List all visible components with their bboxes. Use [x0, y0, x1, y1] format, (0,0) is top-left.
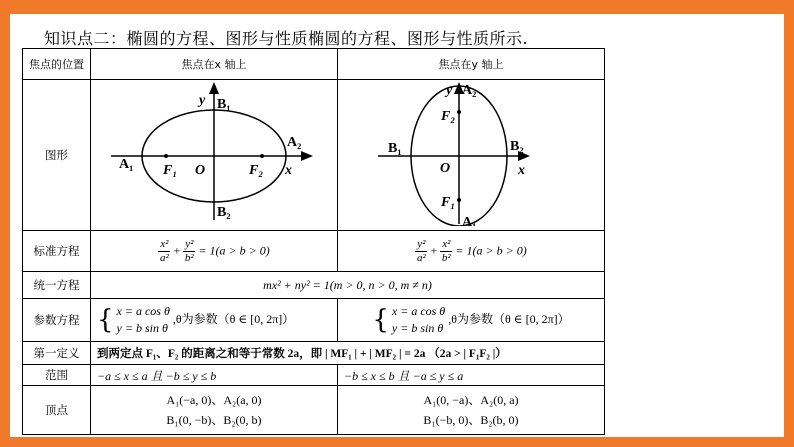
- figure-row: [23, 80, 605, 231]
- vertex-x: [91, 386, 338, 435]
- page-title: 知识点二：椭圆的方程、图形与性质椭圆的方程、图形与性质所示.: [44, 29, 529, 48]
- fig1-F1: F₁: [163, 163, 178, 178]
- header-label: 焦点的位置: [23, 49, 91, 80]
- parametric-y-system: [392, 303, 445, 337]
- parametric-x: { x = a cos θ y = b sin θ ,θ为参数（θ ∈ [0, 2π]）: [91, 299, 338, 342]
- parametric-y: { x = a cos θ y = b sin θ ,θ为参数（θ ∈ [0, 2π]）: [338, 299, 605, 342]
- definition-row: [23, 342, 605, 365]
- param-suffix1: ,θ为参数（θ ∈ [0, 2π]）: [172, 311, 295, 326]
- ellipse-horizontal-diagram: [91, 80, 337, 226]
- vertex-label: 顶点: [23, 386, 91, 435]
- parametric-x-system: [117, 303, 170, 337]
- fig1-A2: A₂: [287, 135, 302, 150]
- unified-eq: mx² + ny² = 1(m > 0, n > 0, m ≠ n): [91, 272, 605, 299]
- ellipse-vertical-diagram: [338, 80, 604, 226]
- range-row: [23, 365, 605, 386]
- fig1-O: O: [195, 163, 206, 178]
- header-col-y: 焦点在y 轴上: [338, 49, 605, 80]
- standard-label: 标准方程: [23, 231, 91, 272]
- fig1-F2: F₂: [249, 163, 264, 178]
- parametric-row: [23, 299, 605, 342]
- fig2-A2: A₂: [462, 83, 477, 98]
- fig2-F2: F₂: [441, 109, 456, 124]
- unified-row: [23, 272, 605, 299]
- standard-eq-y: $\frac{\text{y²}}{\text{a²}}$ + $\frac{\text{x²}}{\text{b²}}$ = 1(a > b > 0): [338, 231, 605, 272]
- figure-x-axis-ellipse: [91, 80, 338, 231]
- fig1-x: x: [285, 163, 292, 178]
- vertex-x-b: B₁(0, −b)、B₂(0, b): [166, 413, 262, 427]
- standard-row: [23, 231, 605, 272]
- unified-label: 统一方程: [23, 272, 91, 299]
- standard-eq-x-tail: = 1(a > b > 0): [198, 242, 270, 257]
- frac-y2-a2: $\frac{\text{y²}}{\text{a²}}$: [416, 237, 426, 264]
- vertex-y: [338, 386, 605, 435]
- vertex-row: [23, 386, 605, 435]
- fig2-F1: F₁: [441, 195, 456, 210]
- vertex-y-a: A₁(0, −a)、A₂(0, a): [423, 393, 519, 407]
- standard-eq-x: $\frac{\text{x²}}{\text{a²}}$ + $\frac{\text{y²}}{\text{b²}}$ = 1(a > b > 0): [91, 231, 338, 272]
- fig2-O: O: [440, 161, 451, 176]
- fig1-B1: B₂: [217, 205, 231, 220]
- vertex-y-b: B₁(−b, 0)、B₂(b, 0): [423, 413, 519, 427]
- figure-y-axis-ellipse: [338, 80, 605, 231]
- range-label: 范围: [23, 365, 91, 386]
- param-line3: x = a cos θ: [391, 304, 446, 318]
- param-line1: x = a cos θ: [116, 304, 170, 318]
- range-x: −a ≤ x ≤ a 且 −b ≤ y ≤ b: [91, 365, 338, 386]
- vertex-x-a: A₁(−a, 0)、A₂(a, 0): [166, 393, 262, 407]
- fig1-y: y: [199, 93, 206, 108]
- fig2-y: y: [446, 83, 453, 98]
- fig1-B2: B₁: [217, 97, 231, 112]
- standard-eq-y-tail: = 1(a > b > 0): [455, 242, 527, 257]
- frac-x2-a2: $\frac{\text{x²}}{\text{a²}}$: [159, 237, 169, 264]
- table-header-row: [23, 49, 605, 80]
- fig2-x: x: [518, 163, 525, 178]
- frac-x2-b2: $\frac{\text{x²}}{\text{b²}}$: [441, 237, 451, 264]
- fig1-A1: A₁: [119, 157, 134, 172]
- param-line4: y = b sin θ: [391, 321, 444, 335]
- range-y: −b ≤ x ≤ b 且 −a ≤ y ≤ a: [338, 365, 605, 386]
- header-col-x: 焦点在x 轴上: [91, 49, 338, 80]
- figure-label: 图形: [23, 80, 91, 231]
- parametric-label: 参数方程: [23, 299, 91, 342]
- ellipse-table: [22, 48, 605, 435]
- fig2-B2: B₂: [510, 139, 524, 154]
- fig2-A1: A₁: [462, 215, 477, 226]
- definition-text: 到两定点 F₁、F₂ 的距离之和等于常数 2a，即 | MF₁ | + | MF₂ | = 2a （2a > | F₁F₂ |）: [91, 342, 605, 365]
- param-suffix2: ,θ为参数（θ ∈ [0, 2π]）: [448, 311, 570, 326]
- param-line2: y = b sin θ: [116, 321, 168, 335]
- fig2-B1: B₁: [388, 141, 402, 156]
- frac-y2-b2: $\frac{\text{y²}}{\text{b²}}$: [184, 237, 194, 264]
- definition-label: 第一定义: [23, 342, 91, 365]
